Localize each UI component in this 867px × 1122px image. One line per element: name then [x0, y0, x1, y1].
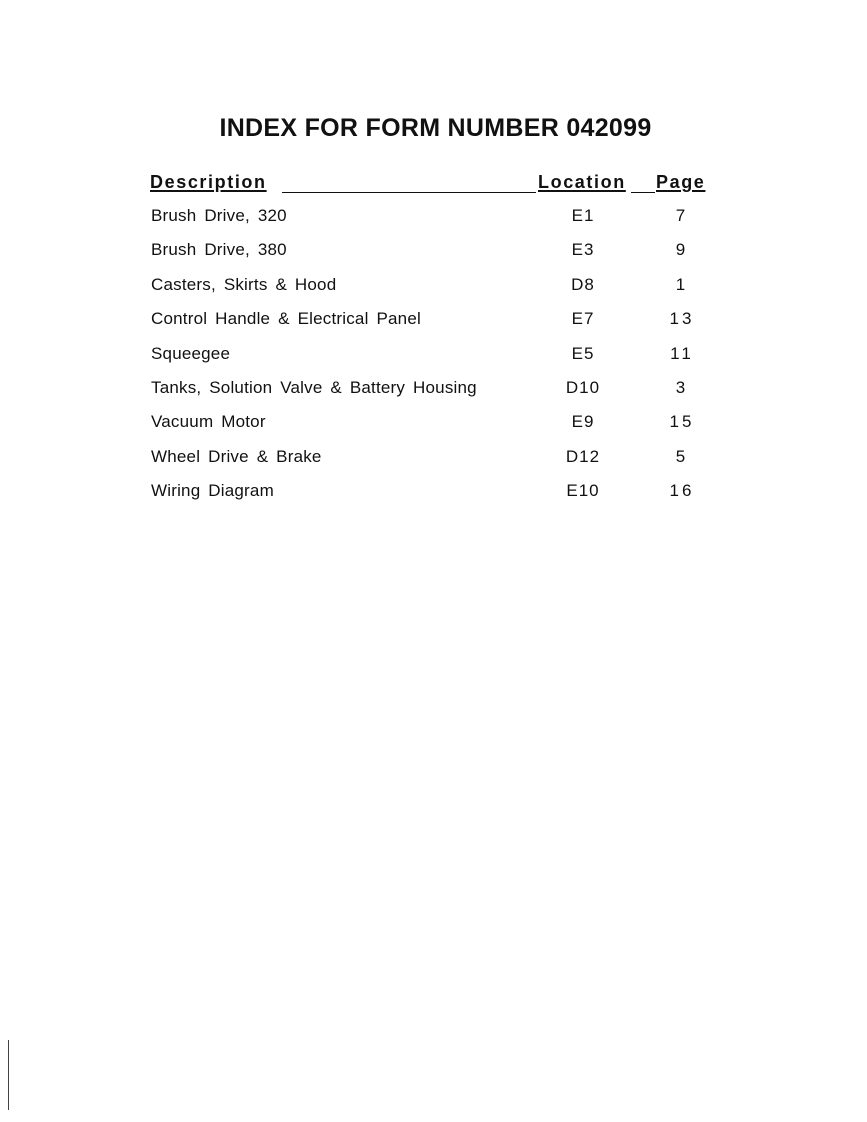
row-location: E7	[571, 309, 595, 329]
table-row	[0, 309, 867, 343]
table-row	[0, 240, 867, 274]
row-location: E3	[571, 240, 595, 260]
table-row	[0, 344, 867, 378]
row-description: Control Handle & Electrical Panel	[151, 309, 421, 329]
row-page: 9	[675, 240, 689, 260]
column-header-description: Description	[150, 172, 267, 192]
table-row	[0, 275, 867, 309]
row-location: E9	[571, 412, 595, 432]
row-description: Wheel Drive & Brake	[151, 446, 322, 466]
scan-edge-mark	[8, 1040, 9, 1110]
row-description: Tanks, Solution Valve & Battery Housing	[151, 377, 477, 397]
table-row	[0, 206, 867, 240]
row-page: 15	[669, 412, 695, 432]
row-description: Casters, Skirts & Hood	[151, 274, 337, 294]
table-row	[0, 378, 867, 412]
index-table	[0, 206, 867, 516]
row-page: 5	[675, 446, 689, 466]
row-page: 1	[675, 274, 689, 294]
row-location: D12	[565, 446, 601, 466]
table-row	[0, 412, 867, 446]
row-location: E5	[571, 343, 595, 363]
title-text: INDEX FOR FORM NUMBER 042099	[219, 114, 652, 142]
row-page: 3	[675, 377, 689, 397]
row-location: D10	[565, 377, 601, 397]
column-header-page: Page	[656, 172, 706, 192]
header-rule	[282, 192, 536, 193]
row-description: Vacuum Motor	[151, 412, 266, 432]
header-rule-gap	[631, 192, 655, 193]
row-description: Squeegee	[151, 343, 231, 363]
row-page: 16	[669, 481, 695, 501]
page-title	[0, 114, 867, 143]
row-description: Brush Drive, 380	[151, 240, 287, 260]
row-page: 13	[669, 309, 695, 329]
table-row	[0, 447, 867, 481]
row-location: E10	[566, 481, 600, 501]
row-location: E1	[571, 206, 595, 225]
row-location: D8	[571, 274, 595, 294]
column-header-location: Location	[538, 172, 626, 192]
row-description: Brush Drive, 320	[151, 206, 287, 225]
row-page: 7	[675, 206, 689, 225]
table-row	[0, 481, 867, 515]
row-description: Wiring Diagram	[151, 481, 274, 501]
row-page: 11	[670, 343, 694, 363]
